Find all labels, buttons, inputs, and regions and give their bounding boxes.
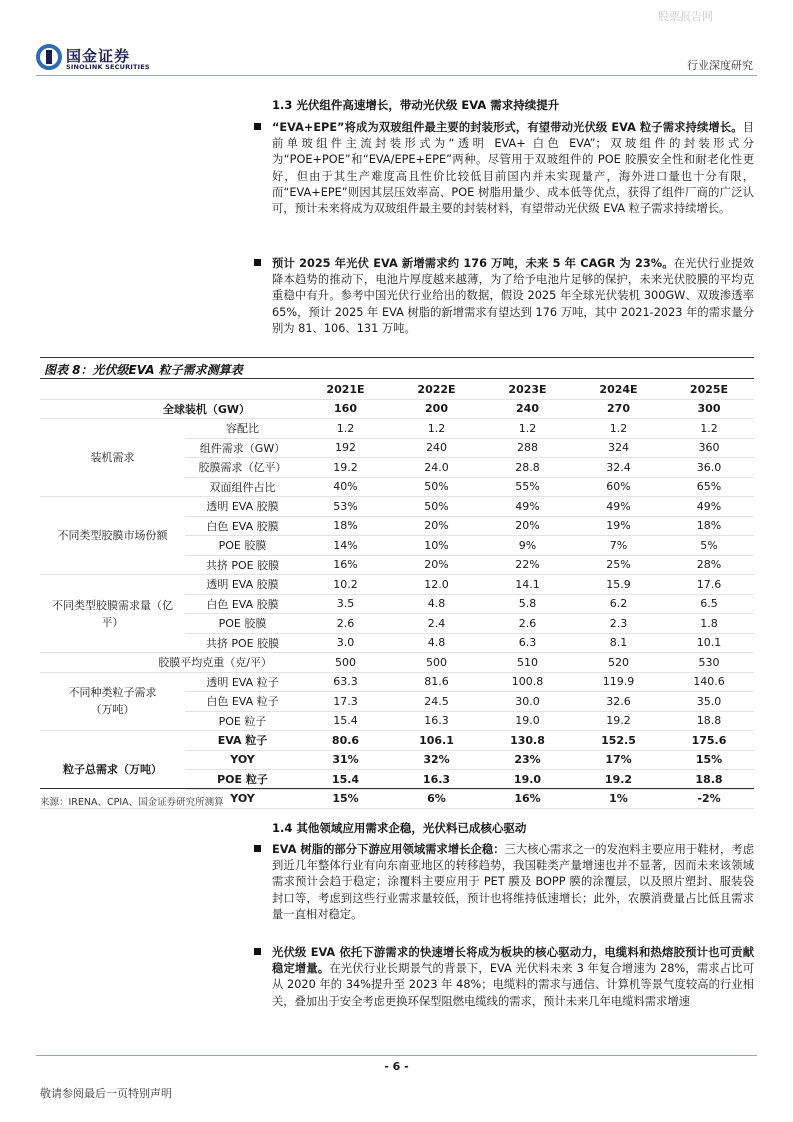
table-cell: 1%	[573, 789, 664, 809]
table-caption	[40, 357, 754, 379]
table-cell: 6.3	[482, 633, 573, 653]
table-cell: 288	[482, 438, 573, 458]
table-cell: 4.8	[391, 633, 482, 653]
table-cell: 17.6	[664, 575, 754, 595]
table-cell: 15.9	[573, 575, 664, 595]
table-cell: 530	[664, 653, 754, 673]
table-cell: 50%	[391, 497, 482, 517]
table-cell: 36.0	[664, 458, 754, 478]
table-cell: 15.4	[300, 711, 391, 731]
table-cell: 49%	[664, 497, 754, 517]
group-label: 粒子总需求（万吨）	[40, 731, 185, 809]
bullet-icon	[254, 259, 261, 266]
table-cell: 28%	[664, 555, 754, 575]
table-source: 来源：IRENA、CPIA、国金证券研究所测算	[40, 797, 224, 808]
table-cell: 5%	[664, 536, 754, 556]
table-cell: 23%	[482, 750, 573, 770]
table-cell: 35.0	[664, 692, 754, 712]
logo-english-name: SINOLINK SECURITIES	[66, 63, 150, 71]
row-label: 组件需求（GW）	[185, 438, 300, 458]
table-cell: 65%	[664, 477, 754, 497]
table-cell: 130.8	[482, 731, 573, 751]
table-caption-rule	[40, 378, 754, 379]
table-cell: 18%	[664, 516, 754, 536]
table-cell: 18%	[300, 516, 391, 536]
table-cell: 25%	[573, 555, 664, 575]
table-cell: 63.3	[300, 672, 391, 692]
section-1-4-title: 1.4 其他领域应用需求企稳，光伏料已成核心驱动	[272, 821, 527, 835]
table-cell: 510	[482, 653, 573, 673]
table-cell: 19.2	[573, 711, 664, 731]
table-cell: 16.3	[391, 711, 482, 731]
column-header: 2025E	[664, 380, 754, 399]
row-label: POE 粒子	[185, 770, 300, 790]
table-cell: 3.0	[300, 633, 391, 653]
table-cell: 20%	[482, 516, 573, 536]
table-cell: 32%	[391, 750, 482, 770]
table-cell: 15%	[664, 750, 754, 770]
row-label: YOY	[185, 750, 300, 770]
row-label: 容配比	[185, 419, 300, 439]
table-cell: 7%	[573, 536, 664, 556]
table-cell: 19.0	[482, 711, 573, 731]
table-row	[40, 575, 754, 595]
table-cell: 100.8	[482, 672, 573, 692]
table-cell: 14%	[300, 536, 391, 556]
table-cell: 500	[300, 653, 391, 673]
table-cell: 80.6	[300, 731, 391, 751]
table-cell: 192	[300, 438, 391, 458]
table-cell: 16%	[482, 789, 573, 809]
column-header: 2022E	[391, 380, 482, 399]
table-cell: -2%	[664, 789, 754, 809]
watermark-text: 股票报告网	[658, 10, 713, 23]
paragraph-lead: “EVA+EPE”将成为双玻组件最主要的封装形式，有望带动光伏级 EVA 粒子需求持续增长。	[272, 121, 743, 134]
paragraph-body: 在光伏行业提效降本趋势的推动下，电池片厚度越来越薄，为了给予电池片足够的保护，未来光伏胶膜的平均克重稳中有升。参考中国光伏行业给出的数据，假设 2025 年全球光伏装机 300GW、双玻渗透率 65%，预计 2025 年 EVA 树脂的新增需求有望达到 176 万吨，其中 2021-2023 年的需求量分别为 81、106、131 万吨。	[272, 257, 754, 335]
footer-divider	[36, 1055, 757, 1056]
column-header: 2021E	[300, 380, 391, 399]
group-label: 不同种类粒子需求（万吨）	[40, 672, 185, 731]
group-label: 不同类型胶膜需求量（亿平）	[40, 575, 185, 653]
table-cell: 16.3	[391, 770, 482, 790]
table-cell: 18.8	[664, 770, 754, 790]
table-cell: 4.8	[391, 594, 482, 614]
table-cell: 20%	[391, 555, 482, 575]
table-cell: 500	[391, 653, 482, 673]
table-cell: 8.1	[573, 633, 664, 653]
row-label: 双面组件占比	[185, 477, 300, 497]
header-divider	[36, 75, 757, 76]
table-row	[40, 399, 754, 419]
section-1-3-title: 1.3 光伏组件高速增长，带动光伏级 EVA 需求持续提升	[272, 98, 560, 112]
table-cell: 31%	[300, 750, 391, 770]
table-cell: 240	[391, 438, 482, 458]
table-cell: 10.1	[664, 633, 754, 653]
table-cell: 19.0	[482, 770, 573, 790]
row-label: 透明 EVA 胶膜	[185, 497, 300, 517]
table-cell: 106.1	[391, 731, 482, 751]
row-label: POE 胶膜	[185, 614, 300, 634]
group-label: 不同类型胶膜市场份额	[40, 497, 185, 575]
table-cell: 360	[664, 438, 754, 458]
table-cell: 16%	[300, 555, 391, 575]
table-cell: 10%	[391, 536, 482, 556]
table-cell: 200	[391, 399, 482, 419]
table-header-row	[40, 380, 754, 399]
table-cell: 6.2	[573, 594, 664, 614]
table-cell: 24.5	[391, 692, 482, 712]
table-cell: 1.2	[482, 419, 573, 439]
row-label: 全球装机（GW）	[40, 399, 300, 419]
row-label: POE 粒子	[185, 711, 300, 731]
table-cell: 5.8	[482, 594, 573, 614]
table-cell: 2.3	[573, 614, 664, 634]
bullet-icon	[254, 123, 261, 130]
table-cell: 240	[482, 399, 573, 419]
bullet-icon	[254, 845, 261, 852]
report-type: 行业深度研究	[687, 59, 753, 72]
table-row	[40, 672, 754, 692]
table-cell: 160	[300, 399, 391, 419]
row-label: YOY	[185, 789, 300, 809]
table-title: 图表 8：光伏级EVA 粒子需求测算表	[44, 363, 243, 377]
table-cell: 32.4	[573, 458, 664, 478]
table-cell: 152.5	[573, 731, 664, 751]
table-cell: 19.2	[300, 458, 391, 478]
row-label: 白色 EVA 胶膜	[185, 594, 300, 614]
table-cell: 81.6	[391, 672, 482, 692]
paragraph-body: 目前单玻组件主流封装形式为“透明 EVA+ 白色 EVA”；双玻组件的封装形式分为“POE+POE”和“EVA/EPE+EPE”两种。尽管用于双玻组件的 POE 胶膜安全性和耐老化性更好，但由于其生产难度高且性价比较低目前国内并未实现量产，海外进口量也十分有限，而“EVA+EPE”则因其层压效率高、POE 树脂用量少、成本低等优点，获得了组件厂商的广泛认可，预计未来将成为双玻组件最主要的封装材料，有望带动光伏级 EVA 粒子需求持续增长。	[272, 121, 754, 216]
table-cell: 18.8	[664, 711, 754, 731]
paragraph-pv-core-driver	[272, 945, 754, 1010]
table-cell: 2.6	[300, 614, 391, 634]
table-cell: 1.2	[664, 419, 754, 439]
table-cell: 60%	[573, 477, 664, 497]
table-cell: 1.8	[664, 614, 754, 634]
paragraph-body: 在光伏行业长期景气的背景下，EVA 光伏料未来 3 年复合增速为 28%，需求占比可从 2020 年的 34%提升至 2023 年 48%；电缆料的需求与通信、计算机等景气度较高的行业相关，叠加出于安全考虑更换环保型阻燃电缆线的需求，预计未来几年电缆料需求增速	[272, 962, 754, 1008]
table-bottom-rule	[40, 788, 754, 789]
paragraph-lead: EVA 树脂的部分下游应用领域需求增长企稳：	[272, 843, 505, 856]
table-cell: 28.8	[482, 458, 573, 478]
row-label: 白色 EVA 粒子	[185, 692, 300, 712]
table-cell: 15.4	[300, 770, 391, 790]
table-cell: 50%	[391, 477, 482, 497]
table-cell: 6%	[391, 789, 482, 809]
table-cell: 49%	[573, 497, 664, 517]
table-cell: 10.2	[300, 575, 391, 595]
table-row	[40, 653, 754, 673]
table-cell: 15%	[300, 789, 391, 809]
eva-demand-table	[40, 380, 754, 809]
table-cell: 175.6	[664, 731, 754, 751]
row-label: 透明 EVA 粒子	[185, 672, 300, 692]
row-label: 白色 EVA 胶膜	[185, 516, 300, 536]
row-label: EVA 粒子	[185, 731, 300, 751]
row-label: 共挤 POE 胶膜	[185, 555, 300, 575]
table-cell: 270	[573, 399, 664, 419]
paragraph-body: 三大核心需求之一的发泡料主要应用于鞋材，考虑到近几年整体行业有向东南亚地区的转移趋势，我国鞋类产量增速也并不显著，因而未来该领域需求预计会趋于稳定；涂覆料主要应用于 PET 膜及 BOPP 膜的涂覆层，以及照片塑封、服装袋封口等，考虑到这些行业需求量较低，预计也将维持低速增长；此外，农膜消费量占比低且需求量一直相对稳定。	[272, 843, 754, 921]
table-cell: 3.5	[300, 594, 391, 614]
table-row	[40, 497, 754, 517]
table-cell: 520	[573, 653, 664, 673]
table-cell: 12.0	[391, 575, 482, 595]
bullet-icon	[254, 948, 261, 955]
table-cell: 53%	[300, 497, 391, 517]
table-cell: 14.1	[482, 575, 573, 595]
table-cell: 1.2	[391, 419, 482, 439]
table-cell: 119.9	[573, 672, 664, 692]
disclaimer-link[interactable]: 敬请参阅最后一页特别声明	[40, 1087, 172, 1100]
table-cell: 49%	[482, 497, 573, 517]
table-cell: 19%	[573, 516, 664, 536]
logo-chinese-name: 国金证券	[66, 47, 131, 65]
table-cell: 140.6	[664, 672, 754, 692]
table-cell: 2.4	[391, 614, 482, 634]
group-label: 装机需求	[40, 419, 185, 497]
paragraph-eva-demand-2025	[272, 256, 754, 337]
column-header: 2024E	[573, 380, 664, 399]
table-cell: 19.2	[573, 770, 664, 790]
row-label: 透明 EVA 胶膜	[185, 575, 300, 595]
paragraph-lead: 光伏级 EVA 依托下游需求的快速增长将成为板块的核心驱动力，电缆料和热熔胶预计也可贡献稳定增量。	[272, 946, 754, 976]
table-cell: 17%	[573, 750, 664, 770]
table-cell: 55%	[482, 477, 573, 497]
table-cell: 1.2	[573, 419, 664, 439]
row-label: 共挤 POE 胶膜	[185, 633, 300, 653]
paragraph-other-demand	[272, 842, 754, 923]
table-cell: 300	[664, 399, 754, 419]
sinolink-logo-icon	[36, 44, 62, 70]
company-logo	[36, 44, 166, 76]
table-cell: 9%	[482, 536, 573, 556]
table-cell: 30.0	[482, 692, 573, 712]
table-cell: 1.2	[300, 419, 391, 439]
table-cell: 32.6	[573, 692, 664, 712]
page-number: - 6 -	[384, 1060, 409, 1073]
table-cell: 17.3	[300, 692, 391, 712]
table-cell: 40%	[300, 477, 391, 497]
column-header: 2023E	[482, 380, 573, 399]
table-cell: 22%	[482, 555, 573, 575]
row-label: 胶膜需求（亿平）	[185, 458, 300, 478]
paragraph-eva-epe	[272, 120, 754, 217]
row-label: POE 胶膜	[185, 536, 300, 556]
table-cell: 324	[573, 438, 664, 458]
table-cell: 20%	[391, 516, 482, 536]
row-label: 胶膜平均克重（克/平）	[40, 653, 300, 673]
table-cell: 2.6	[482, 614, 573, 634]
table-cell: 24.0	[391, 458, 482, 478]
table-row	[40, 731, 754, 751]
table-row	[40, 419, 754, 439]
table-cell: 6.5	[664, 594, 754, 614]
paragraph-lead: 预计 2025 年光伏 EVA 新增需求约 176 万吨，未来 5 年 CAGR 为 23%。	[272, 257, 674, 270]
